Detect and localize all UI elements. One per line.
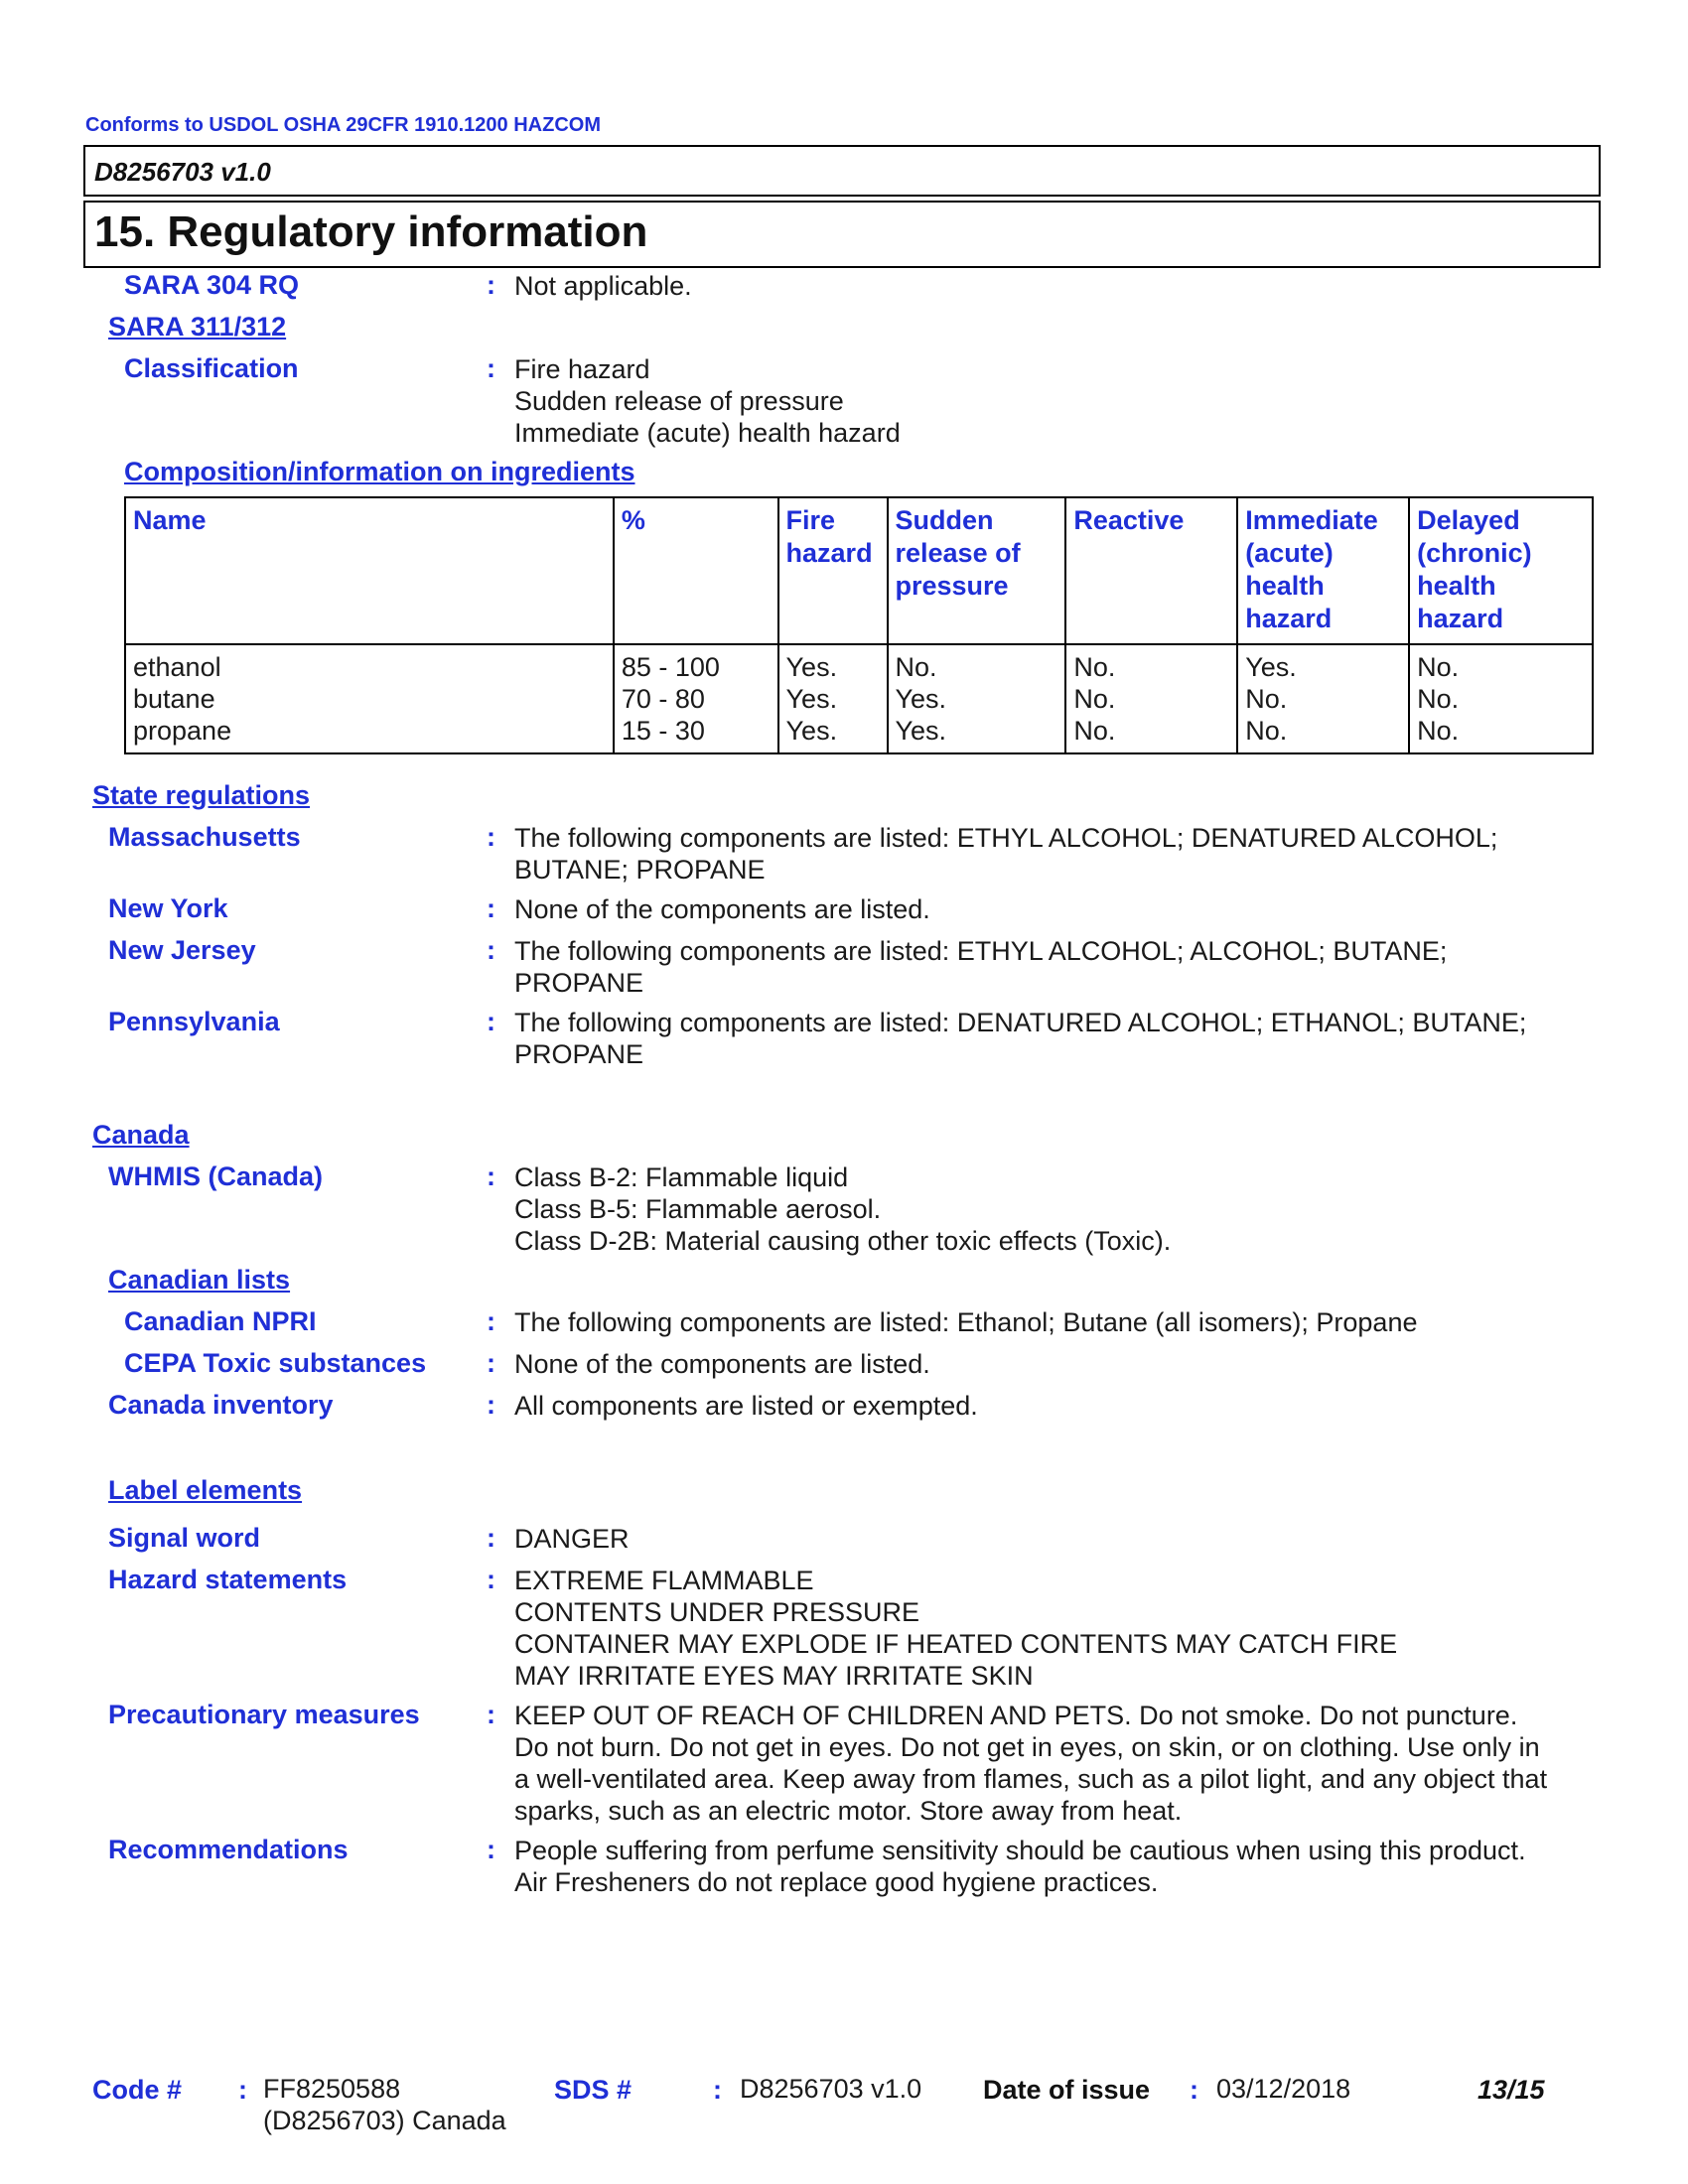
precautionary-measures-label: Precautionary measures	[108, 1700, 420, 1729]
colon: :	[487, 353, 495, 383]
signal-word-value	[514, 1523, 1587, 1555]
value-line: None of the components are listed.	[514, 1349, 930, 1379]
footer-code-value	[263, 2073, 506, 2136]
colon: :	[487, 1700, 495, 1729]
canada-heading: Canada	[92, 1120, 190, 1150]
col-header-immediate: Immediate (acute) health hazard	[1237, 497, 1409, 644]
cell-line: No.	[1417, 652, 1460, 682]
value-line: Class B-2: Flammable liquid	[514, 1162, 849, 1192]
col-header-fire-hazard: Fire hazard	[778, 497, 888, 644]
cell-line: butane	[133, 684, 215, 714]
colon: :	[487, 1348, 495, 1378]
value-line: The following components are listed: Ethanol; Butane (all isomers); Propane	[514, 1307, 1418, 1337]
recommendations-value	[514, 1835, 1587, 1898]
canadian-npri-label: Canadian NPRI	[124, 1306, 317, 1336]
new-jersey-value	[514, 935, 1587, 999]
cell-line: No.	[1073, 652, 1116, 682]
new-jersey-label: New Jersey	[108, 935, 256, 965]
state-regulations-heading: State regulations	[92, 780, 311, 810]
value-line: CONTENTS UNDER PRESSURE	[514, 1597, 920, 1627]
canada-inventory-label: Canada inventory	[108, 1390, 334, 1420]
footer-date-label: Date of issue	[983, 2075, 1151, 2105]
colon: :	[487, 1306, 495, 1336]
colon: :	[713, 2075, 722, 2105]
value-line: Air Fresheners do not replace good hygiene practices.	[514, 1867, 1159, 1897]
massachusetts-label: Massachusetts	[108, 822, 301, 852]
cell-line: 85 - 100	[621, 652, 720, 682]
value-line: None of the components are listed.	[514, 894, 930, 924]
classification-label: Classification	[124, 353, 299, 383]
conforms-statement: Conforms to USDOL OSHA 29CFR 1910.1200 HAZCOM	[85, 114, 601, 136]
sara-304-rq-value	[514, 270, 1587, 302]
value-line: Fire hazard	[514, 354, 650, 384]
value-line: sparks, such as an electric motor. Store away from heat.	[514, 1796, 1183, 1826]
new-york-label: New York	[108, 893, 228, 923]
colon: :	[487, 1007, 495, 1036]
recommendations-label: Recommendations	[108, 1835, 349, 1864]
cell-reactive	[1065, 644, 1237, 753]
col-header-percent: %	[614, 497, 778, 644]
cell-sudden-release	[888, 644, 1066, 753]
col-header-reactive: Reactive	[1065, 497, 1237, 644]
footer-code-label: Code #	[92, 2075, 183, 2105]
cell-line: Yes.	[785, 716, 838, 746]
colon: :	[487, 1523, 495, 1553]
colon: :	[1190, 2075, 1198, 2105]
document-id-box	[83, 145, 1601, 197]
signal-word-label: Signal word	[108, 1523, 261, 1553]
value-line: People suffering from perfume sensitivity should be cautious when using this product.	[514, 1836, 1526, 1865]
value-line: PROPANE	[514, 1039, 644, 1069]
value-line: Not applicable.	[514, 271, 692, 301]
whmis-value	[514, 1161, 1587, 1257]
section-title-box	[83, 201, 1601, 268]
classification-values	[514, 353, 1587, 449]
canadian-npri-value	[514, 1306, 1587, 1338]
cepa-label: CEPA Toxic substances	[124, 1348, 427, 1378]
cell-line: Yes.	[895, 716, 947, 746]
pennsylvania-value	[514, 1007, 1587, 1070]
label-elements-heading: Label elements	[108, 1475, 303, 1505]
cell-line: Yes.	[785, 652, 838, 682]
colon: :	[487, 822, 495, 852]
cell-line: ethanol	[133, 652, 221, 682]
precautionary-measures-value	[514, 1700, 1587, 1827]
cell-line: No.	[1073, 684, 1116, 714]
cell-line: Yes.	[1245, 652, 1297, 682]
cell-line: No.	[1417, 684, 1460, 714]
section-title: 15. Regulatory information	[94, 207, 648, 256]
value-line: a well-ventilated area. Keep away from flames, such as a pilot light, and any object that	[514, 1764, 1548, 1794]
cell-line: Yes.	[785, 684, 838, 714]
sara-311-312-heading: SARA 311/312	[108, 312, 287, 341]
value-line: Class B-5: Flammable aerosol.	[514, 1194, 882, 1224]
cell-line: No.	[1245, 684, 1288, 714]
footer-sds-value: D8256703 v1.0	[740, 2074, 922, 2104]
cell-fire-hazard	[778, 644, 888, 753]
table-header-row	[125, 497, 1593, 644]
cell-percent	[614, 644, 778, 753]
value-line: CONTAINER MAY EXPLODE IF HEATED CONTENTS MAY CATCH FIRE	[514, 1629, 1398, 1659]
footer-sds-label: SDS #	[554, 2075, 633, 2105]
value-line: The following components are listed: ETHYL ALCOHOL; DENATURED ALCOHOL;	[514, 823, 1498, 853]
col-header-delayed: Delayed (chronic) health hazard	[1409, 497, 1593, 644]
sara-304-rq-label: SARA 304 RQ	[124, 270, 300, 300]
col-header-name: Name	[125, 497, 614, 644]
value-line: Do not burn. Do not get in eyes. Do not get in eyes, on skin, or on clothing. Use only in	[514, 1732, 1540, 1762]
composition-table	[124, 496, 1594, 754]
cell-line: No.	[895, 652, 937, 682]
value-line: Sudden release of pressure	[514, 386, 844, 416]
value-line: FF8250588	[263, 2074, 401, 2104]
colon: :	[238, 2075, 247, 2105]
value-line: Immediate (acute) health hazard	[514, 418, 901, 448]
canadian-lists-heading: Canadian lists	[108, 1265, 291, 1295]
cell-line: propane	[133, 716, 232, 746]
value-line: PROPANE	[514, 968, 644, 998]
whmis-label: WHMIS (Canada)	[108, 1161, 323, 1191]
cell-line: No.	[1245, 716, 1288, 746]
colon: :	[487, 1565, 495, 1594]
page-number: 13/15	[1477, 2075, 1545, 2105]
cell-line: No.	[1073, 716, 1116, 746]
cell-line: Yes.	[895, 684, 947, 714]
cepa-value	[514, 1348, 1587, 1380]
value-line: BUTANE; PROPANE	[514, 855, 766, 885]
col-header-sudden-release: Sudden release of pressure	[888, 497, 1066, 644]
cell-immediate	[1237, 644, 1409, 753]
cell-delayed	[1409, 644, 1593, 753]
value-line: The following components are listed: DENATURED ALCOHOL; ETHANOL; BUTANE;	[514, 1008, 1527, 1037]
cell-names	[125, 644, 614, 753]
canada-inventory-value	[514, 1390, 1587, 1422]
value-line: EXTREME FLAMMABLE	[514, 1566, 814, 1595]
value-line: DANGER	[514, 1524, 630, 1554]
value-line: KEEP OUT OF REACH OF CHILDREN AND PETS. Do not smoke. Do not puncture.	[514, 1701, 1518, 1730]
hazard-statements-label: Hazard statements	[108, 1565, 348, 1594]
hazard-statements-value	[514, 1565, 1587, 1692]
value-line: All components are listed or exempted.	[514, 1391, 978, 1421]
table-row	[125, 644, 1593, 753]
massachusetts-value	[514, 822, 1587, 886]
composition-heading: Composition/information on ingredients	[124, 457, 635, 486]
colon: :	[487, 270, 495, 300]
value-line: MAY IRRITATE EYES MAY IRRITATE SKIN	[514, 1661, 1034, 1691]
colon: :	[487, 1835, 495, 1864]
colon: :	[487, 1161, 495, 1191]
value-line: The following components are listed: ETHYL ALCOHOL; ALCOHOL; BUTANE;	[514, 936, 1448, 966]
colon: :	[487, 893, 495, 923]
value-line: (D8256703) Canada	[263, 2106, 506, 2135]
cell-line: 70 - 80	[621, 684, 705, 714]
new-york-value	[514, 893, 1587, 925]
colon: :	[487, 935, 495, 965]
cell-line: 15 - 30	[621, 716, 705, 746]
cell-line: No.	[1417, 716, 1460, 746]
value-line: Class D-2B: Material causing other toxic effects (Toxic).	[514, 1226, 1172, 1256]
pennsylvania-label: Pennsylvania	[108, 1007, 280, 1036]
colon: :	[487, 1390, 495, 1420]
document-id: D8256703 v1.0	[94, 157, 271, 187]
footer-date-value: 03/12/2018	[1216, 2074, 1351, 2104]
